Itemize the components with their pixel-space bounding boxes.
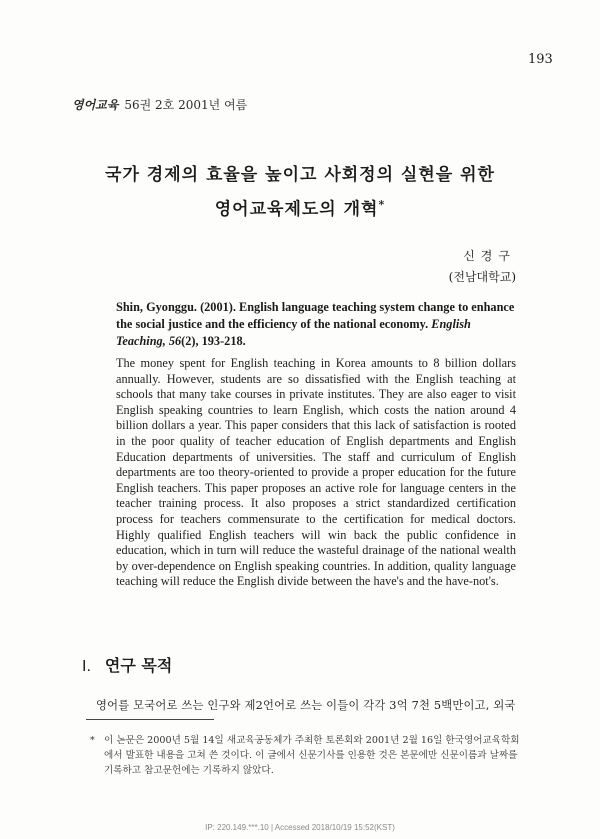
title-footnote-marker: * bbox=[378, 198, 386, 211]
page-number: 193 bbox=[528, 52, 553, 67]
citation-text: Shin, Gyonggu. (2001). English language teaching system change to enhance the social justice and the efficiency of the national economy. bbox=[116, 300, 515, 331]
section-title: 연구 목적 bbox=[104, 656, 173, 675]
journal-name: 영어교육 bbox=[72, 98, 119, 112]
paper-title bbox=[0, 160, 600, 225]
abstract: The money spent for English teaching in Korea amounts to 8 billion dollars annually. However, students are so dissatisfied with the English teaching at schools that many take courses in private institutes. They are also eager to visit English speaking countries to learn English, which costs the nation around 4 billion dollars a year. This paper considers that this lack of satisfaction is rooted in the poor quality of teacher education of English departments and English Education departments of universities. The staff and curriculum of English departments are too theory-oriented to provide a proper education for the future English teachers. This paper proposes an active role for language centers in the teacher training process. It also proposes a strict standardized certification process for teachers commensurate to the certification for medical doctors. Highly qualified English teachers will win back the public confidence in education, which in turn will reduce the wasteful drainage of the national wealth by over-dependence on English speaking countries. In addition, quality language teaching will reduce the English divide between the have's and the have-not's. bbox=[116, 356, 516, 589]
title-line-2-text: 영어교육제도의 개혁 bbox=[214, 199, 379, 220]
footnote-divider bbox=[86, 719, 214, 720]
author-affiliation: (전남대학교) bbox=[448, 270, 516, 284]
section-heading bbox=[82, 653, 172, 676]
citation bbox=[116, 299, 516, 350]
journal-line bbox=[72, 96, 247, 113]
citation-journal: English Teaching, bbox=[116, 317, 471, 348]
footnote bbox=[90, 733, 522, 778]
footnote-marker: * bbox=[90, 735, 95, 746]
section-number: I. bbox=[82, 658, 91, 675]
title-line-1: 국가 경제의 효율을 높이고 사회정의 실현을 위한 bbox=[105, 165, 495, 185]
citation-pages: (2), 193-218. bbox=[181, 334, 246, 348]
body-text: 영어를 모국어로 쓰는 인구와 제2언어로 쓰는 이들이 각각 3억 7천 5백만이고, 외국 bbox=[96, 699, 516, 712]
footnote-text: 이 논문은 2000년 5월 14일 새교육공동체가 주최한 토론회와 2001년 2월 16일 한국영어교육학회에서 발표한 내용을 고쳐 쓴 것이다. 이 글에서 신문기사를 인용한 것은 본문에만 신문이름과 날짜를 기록하고 참고문헌에는 기록하지 않았다. bbox=[104, 735, 520, 776]
citation-volume: 56 bbox=[168, 334, 182, 348]
journal-issue: 56권 2호 2001년 여름 bbox=[124, 98, 248, 112]
access-watermark: IP: 220.149.***.10 | Accessed 2018/10/19 15:52(KST) bbox=[205, 823, 395, 832]
title-line-2 bbox=[0, 190, 600, 225]
author-name: 신경구 bbox=[463, 249, 516, 263]
